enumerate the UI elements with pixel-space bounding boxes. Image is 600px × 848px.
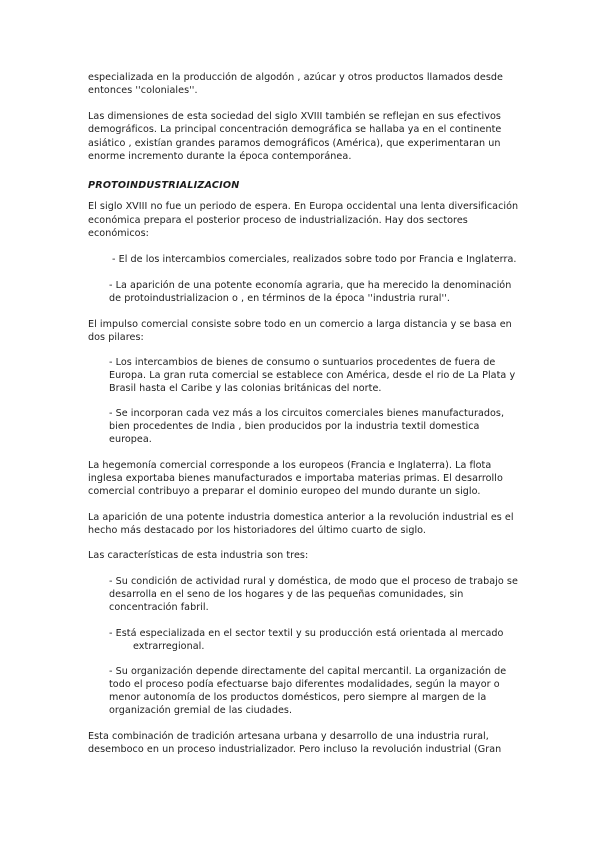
text-line: Europa. La gran ruta comercial se establece con América, desde el rio de La Plata y <box>109 370 516 381</box>
text-line: inglesa exportaba bienes manufacturados e importaba materias primas. El desarrollo <box>88 473 503 484</box>
text-line: El impulso comercial consiste sobre todo en un comercio a larga distancia y se basa en <box>88 319 512 330</box>
text-line: concentración fabril. <box>109 602 209 613</box>
text-line: enorme incremento durante la época contemporánea. <box>88 151 352 162</box>
section-heading: PROTOINDUSTRIALIZACION <box>88 180 240 191</box>
text-line: todo el proceso podía efectuarse bajo diferentes modalidades, según la mayor o <box>109 679 500 690</box>
bullet-line: - Los intercambios de bienes de consumo o suntuarios procedentes de fuera de <box>109 357 496 368</box>
text-line: de protoindustrializacion o , en términos de la época ''industria rural''. <box>109 293 450 304</box>
bullet-line: - La aparición de una potente economía agraria, que ha merecido la denominación <box>109 280 512 291</box>
text-line: desarrolla en el seno de los hogares y de las pequeñas comunidades, sin <box>109 589 464 600</box>
text-line: hecho más destacado por los historiadores del último cuarto de siglo. <box>88 525 427 536</box>
bullet-line: - Se incorporan cada vez más a los circuitos comerciales bienes manufacturados, <box>109 408 505 419</box>
text-line: La aparición de una potente industria domestica anterior a la revolución industrial es el <box>88 512 514 523</box>
text-line: bien procedentes de India , bien producidos por la industria textil domestica <box>109 421 480 432</box>
text-line: económicos: <box>88 228 149 239</box>
text-line: demográficos. La principal concentración demográfica se hallaba ya en el continente <box>88 124 502 135</box>
text-line: asiático , existían grandes paramos demográficos (América), que experimentaran un <box>88 138 501 149</box>
text-line: Las características de esta industria son tres: <box>88 550 309 561</box>
text-line: europea. <box>109 434 152 445</box>
text-line: desemboco en un proceso industrializador. Pero incluso la revolución industrial (Gran <box>88 744 502 755</box>
text-line: extrarregional. <box>133 641 205 652</box>
bullet-line: - Está especializada en el sector textil y su producción está orientada al mercado <box>109 628 504 639</box>
text-line: La hegemonía comercial corresponde a los europeos (Francia e Inglaterra). La flota <box>88 460 492 471</box>
text-line: menor autonomía de los productos domésticos, pero siempre al margen de la <box>109 692 487 703</box>
text-line: Las dimensiones de esta sociedad del siglo XVIII también se reflejan en sus efectivos <box>88 111 501 122</box>
text-line: económica prepara el posterior proceso de industrialización. Hay dos sectores <box>88 215 468 226</box>
text-line: especializada en la producción de algodón , azúcar y otros productos llamados desde <box>88 72 503 83</box>
text-line: Brasil hasta el Caribe y las colonias británicas del norte. <box>109 383 382 394</box>
bullet-line: - Su organización depende directamente del capital mercantil. La organización de <box>109 666 507 677</box>
text-line: comercial contribuyo a preparar el dominio europeo del mundo durante un siglo. <box>88 486 481 497</box>
bullet-line: - El de los intercambios comerciales, realizados sobre todo por Francia e Inglaterra. <box>112 254 517 265</box>
text-line: entonces ''coloniales''. <box>88 85 198 96</box>
text-line: organización gremial de las ciudades. <box>109 705 293 716</box>
text-line: El siglo XVIII no fue un periodo de espera. En Europa occidental una lenta diversificación <box>88 201 519 212</box>
bullet-line: - Su condición de actividad rural y doméstica, de modo que el proceso de trabajo se <box>109 576 518 587</box>
text-line: Esta combinación de tradición artesana urbana y desarrollo de una industria rural, <box>88 731 489 742</box>
text-line: dos pilares: <box>88 332 144 343</box>
